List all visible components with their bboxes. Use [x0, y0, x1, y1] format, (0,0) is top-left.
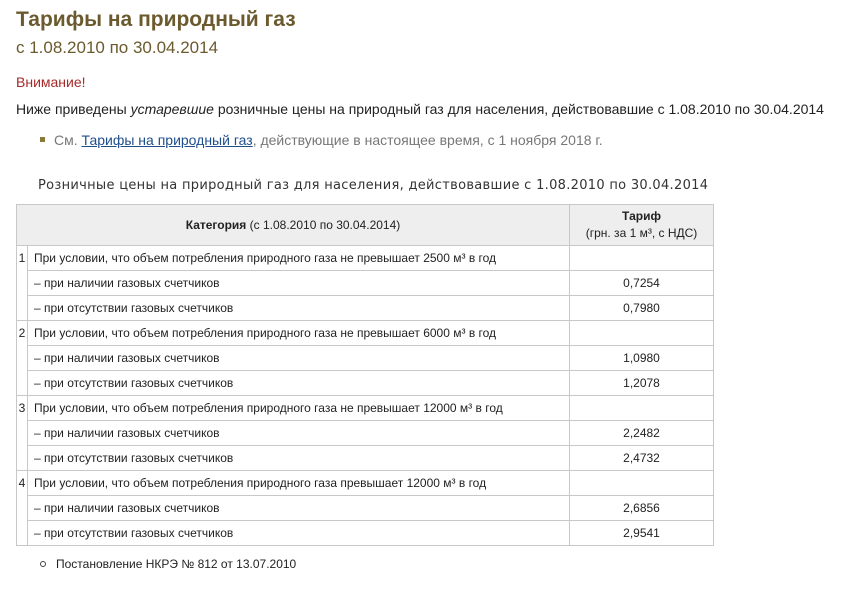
group-number: 2	[17, 321, 28, 396]
with-meter-cell: – при наличии газовых счетчиков	[28, 346, 570, 371]
without-meter-cell: – при отсутствии газовых счетчиков	[28, 296, 570, 321]
see-suffix: , действующие в настоящее время, с 1 ноября 2018 г.	[252, 132, 603, 148]
table-row	[17, 496, 714, 521]
table-row	[17, 271, 714, 296]
circle-bullet-icon	[40, 561, 46, 567]
table-row	[17, 321, 714, 346]
header-category-period: (с 1.08.2010 по 30.04.2014)	[246, 218, 401, 232]
group-number: 1	[17, 246, 28, 321]
header-tariff-unit: (грн. за 1 м³, с НДС)	[585, 226, 698, 240]
with-meter-cell: – при наличии газовых счетчиков	[28, 496, 570, 521]
tariff-value: 0,7980	[570, 296, 714, 321]
tariff-table	[16, 204, 714, 546]
header-tariff-label: Тариф	[622, 209, 661, 223]
table-row	[17, 371, 714, 396]
tariff-value: 2,9541	[570, 521, 714, 546]
header-tariff	[570, 205, 714, 246]
square-bullet-icon	[40, 137, 45, 142]
tariff-value: 1,2078	[570, 371, 714, 396]
warning-label: Внимание!	[16, 74, 86, 90]
table-row	[17, 471, 714, 496]
empty-value-cell	[570, 471, 714, 496]
empty-value-cell	[570, 396, 714, 421]
table-row	[17, 521, 714, 546]
table-row	[17, 421, 714, 446]
intro-text	[16, 101, 824, 117]
tariff-value: 0,7254	[570, 271, 714, 296]
with-meter-cell: – при наличии газовых счетчиков	[28, 271, 570, 296]
header-category-label: Категория	[185, 218, 247, 232]
tariff-value: 2,2482	[570, 421, 714, 446]
with-meter-cell: – при наличии газовых счетчиков	[28, 421, 570, 446]
page-title: Тарифы на природный газ	[16, 8, 296, 31]
empty-value-cell	[570, 246, 714, 271]
see-also-item	[40, 132, 603, 148]
without-meter-cell: – при отсутствии газовых счетчиков	[28, 371, 570, 396]
table-row	[17, 296, 714, 321]
group-number: 3	[17, 396, 28, 471]
without-meter-cell: – при отсутствии газовых счетчиков	[28, 521, 570, 546]
table-row	[17, 446, 714, 471]
tariff-value: 2,4732	[570, 446, 714, 471]
see-prefix: См.	[54, 132, 82, 148]
page-subtitle: с 1.08.2010 по 30.04.2014	[16, 38, 219, 57]
condition-cell: При условии, что объем потребления природного газа не превышает 12000 м³ в год	[28, 396, 570, 421]
tariff-value: 2,6856	[570, 496, 714, 521]
intro-after: розничные цены на природный газ для населения, действовавшие с 1.08.2010 по 30.04.2014	[213, 101, 824, 117]
table-row	[17, 346, 714, 371]
condition-cell: При условии, что объем потребления природного газа не превышает 2500 м³ в год	[28, 246, 570, 271]
table-row	[17, 396, 714, 421]
condition-cell: При условии, что объем потребления природного газа не превышает 6000 м³ в год	[28, 321, 570, 346]
without-meter-cell: – при отсутствии газовых счетчиков	[28, 446, 570, 471]
table-caption: Розничные цены на природный газ для населения, действовавшие с 1.08.2010 по 30.04.2014	[38, 178, 709, 193]
current-tariffs-link[interactable]: Тарифы на природный газ	[81, 132, 253, 148]
footnote-item	[40, 557, 296, 571]
tariff-value: 1,0980	[570, 346, 714, 371]
empty-value-cell	[570, 321, 714, 346]
condition-cell: При условии, что объем потребления природного газа превышает 12000 м³ в год	[28, 471, 570, 496]
table-row	[17, 246, 714, 271]
header-category	[17, 205, 570, 246]
intro-before: Ниже приведены	[16, 101, 131, 117]
intro-emphasis: устаревшие	[130, 101, 214, 117]
group-number: 4	[17, 471, 28, 546]
table-header-row	[17, 205, 714, 246]
footnote-text: Постановление НКРЭ № 812 от 13.07.2010	[56, 557, 297, 571]
